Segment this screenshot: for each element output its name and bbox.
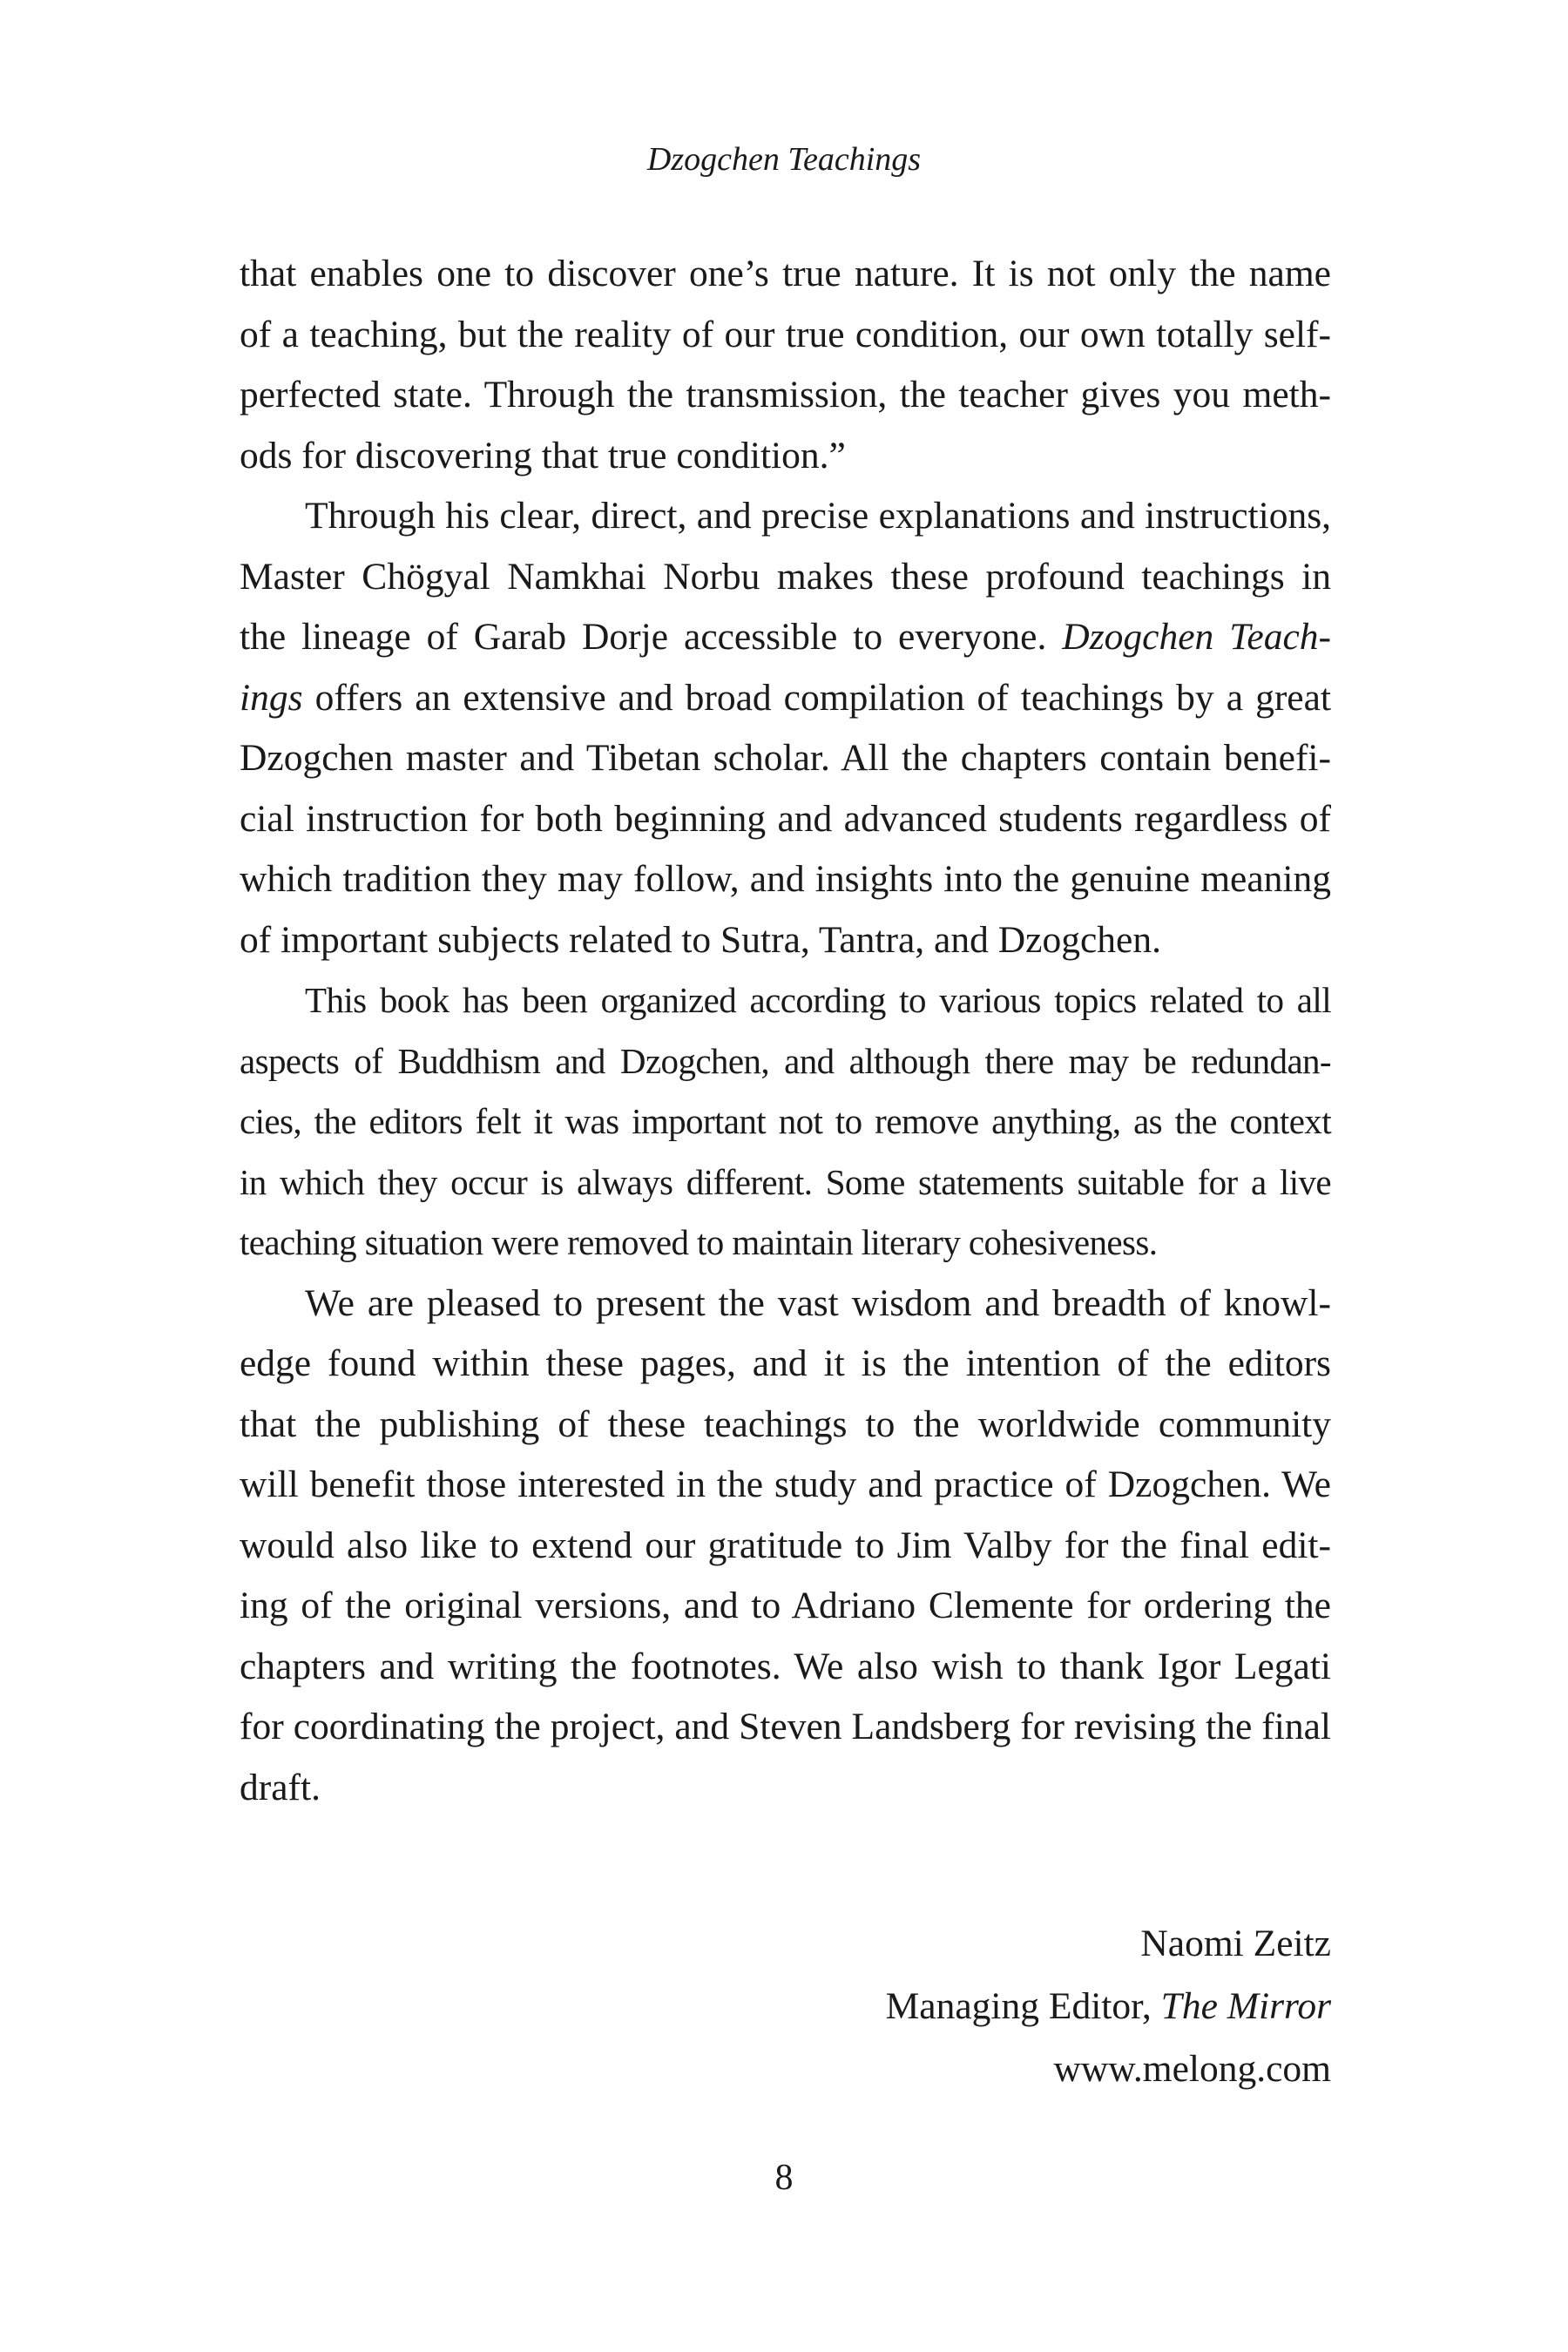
text-line: Through his clear, direct, and precise explanations and instructions, [305, 495, 1331, 537]
body-text [240, 244, 1331, 1818]
signature-website: www.melong.com [1053, 2048, 1331, 2090]
signature-name: Naomi Zeitz [1140, 1923, 1331, 1964]
text-line [240, 607, 1331, 668]
text-line: aspects of Buddhism and Dzogchen, and although there may be redundan- [240, 1040, 1331, 1081]
text-line: We are pleased to present the vast wisdom and breadth of knowl- [305, 1281, 1331, 1324]
signature-role [886, 1975, 1331, 2038]
text-line: cial instruction for both beginning and advanced students regardless of [240, 797, 1331, 840]
text-segment: offers an extensive and broad compilation of teachings by a great [314, 676, 1331, 719]
text-line: This book has been organized according to various topics related to all [305, 980, 1331, 1020]
text-line: that the publishing of these teachings to the worldwide community [240, 1402, 1331, 1445]
book-title-italic: Dzogchen Teach- [1062, 616, 1332, 658]
running-head: Dzogchen Teachings [646, 141, 922, 178]
text-line: edge found within these pages, and it is the intention of the editors [240, 1342, 1331, 1384]
text-line: which tradition they may follow, and insights into the genuine meaning [240, 858, 1331, 900]
page-number: 8 [774, 2158, 794, 2198]
text-line: ing of the original versions, and to Adriano Clemente for ordering the [240, 1585, 1331, 1626]
paragraph-4 [240, 1274, 1331, 1819]
paragraph-3 [240, 970, 1331, 1274]
text-line: will benefit those interested in the study and practice of Dzogchen. We [240, 1463, 1331, 1505]
signature-block [886, 1912, 1331, 2100]
text-line: that enables one to discover one’s true nature. It is not only the name [240, 253, 1331, 294]
text-line: cies, the editors felt it was important not to remove anything, as the context [240, 1101, 1331, 1141]
publication-title: The Mirror [1160, 1985, 1331, 2027]
paragraph-1 [240, 244, 1331, 486]
text-line: Dzogchen master and Tibetan scholar. All the chapters contain benefi- [240, 737, 1331, 779]
text-line: of a teaching, but the reality of our true condition, our own totally self- [240, 313, 1331, 355]
text-segment: the lineage of Garab Dorje accessible to everyone. [240, 616, 1047, 658]
book-title-italic: ings [240, 676, 303, 719]
text-line: for coordinating the project, and Steven Landsberg for revising the final [240, 1706, 1331, 1747]
paragraph-2 [240, 486, 1331, 970]
signature-role-title: Managing Editor, [885, 1985, 1152, 2027]
text-line: of important subjects related to Sutra, Tantra, and Dzogchen. [240, 918, 1161, 961]
text-line: Master Chögyal Namkhai Norbu makes these profound teachings in [240, 555, 1331, 598]
text-line: draft. [240, 1766, 321, 1808]
text-line: in which they occur is always different. Some statements suitable for a live [240, 1161, 1331, 1202]
text-line: chapters and writing the footnotes. We also wish to thank Igor Legati [240, 1645, 1331, 1687]
text-line: would also like to extend our gratitude to Jim Valby for the final edit- [240, 1524, 1331, 1566]
text-line: teaching situation were removed to maintain literary cohesiveness. [240, 1222, 1158, 1262]
text-line [240, 668, 1331, 729]
text-line: perfected state. Through the transmission, the teacher gives you meth- [240, 374, 1331, 416]
text-line: ods for discovering that true condition.” [240, 434, 846, 476]
